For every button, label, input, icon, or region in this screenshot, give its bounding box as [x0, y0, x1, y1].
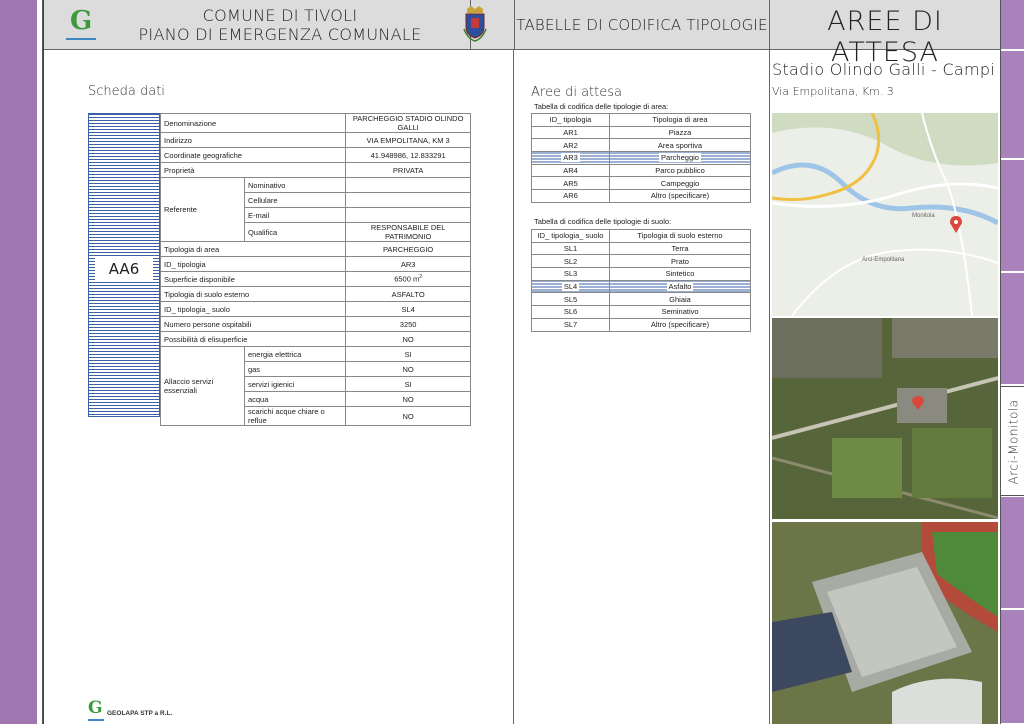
row-label: Coordinate geografiche: [161, 148, 346, 163]
table-row: [161, 148, 471, 163]
section-title: TABELLE DI CODIFICA TIPOLOGIE: [516, 16, 768, 34]
row-value: 41.948986, 12.833291: [346, 148, 471, 163]
aree-title: Aree di attesa: [531, 85, 622, 100]
site-name: Stadio Olindo Galli - Campi: [772, 60, 996, 79]
side-tab[interactable]: [1001, 0, 1024, 50]
page-title: AREE DI ATTESA: [827, 6, 943, 68]
row-label: Indirizzo: [161, 133, 346, 148]
row-value: PARCHEGGIO: [346, 242, 471, 257]
row-value: [346, 208, 471, 223]
row-value: RESPONSABILE DEL PATRIMONIO: [346, 223, 471, 242]
type-cell: Terra: [610, 242, 751, 255]
location-map: [772, 113, 998, 316]
row-label: Superficie disponibile: [161, 272, 346, 287]
sub-label: Qualifica: [244, 223, 345, 242]
sub-label: E-mail: [244, 208, 345, 223]
row-label: Tipologia di suolo esterno: [161, 287, 346, 302]
row-label: Allaccio servizi essenziali: [161, 347, 245, 426]
row-value: [346, 178, 471, 193]
table-row: [532, 177, 751, 190]
table-header-row: [532, 230, 751, 243]
table-row: [161, 114, 471, 133]
code-cell: SL3: [532, 268, 610, 281]
row-label: Tipologia di area: [161, 242, 346, 257]
table-row: [532, 280, 751, 293]
code-cell: SL6: [532, 306, 610, 319]
table-row: [161, 133, 471, 148]
table-row: [532, 242, 751, 255]
area-table-caption: Tabella di codifica delle tipologie di area:: [534, 102, 669, 111]
row-label: ID_ tipologia_ suolo: [161, 302, 346, 317]
table-row: [532, 255, 751, 268]
row-value: 3250: [346, 317, 471, 332]
column-header: Tipologia di area: [610, 114, 751, 127]
row-label: Denominazione: [161, 114, 346, 133]
table-row: [161, 332, 471, 347]
row-value: 6500 $m^2$: [346, 272, 471, 287]
geolapa-logo: G: [66, 8, 96, 40]
sub-label: Cellulare: [244, 193, 345, 208]
row-value: AR3: [346, 257, 471, 272]
table-row: [161, 347, 471, 362]
table-row: [161, 242, 471, 257]
row-value: NO: [346, 392, 471, 407]
table-row: [532, 126, 751, 139]
column-divider: [513, 50, 514, 724]
side-tab[interactable]: [1001, 497, 1024, 609]
table-row: [161, 163, 471, 178]
map-label-monitola: Monitola: [912, 213, 935, 219]
row-value: PRIVATA: [346, 163, 471, 178]
table-row: [161, 287, 471, 302]
row-value: PARCHEGGIO STADIO OLINDO GALLI: [346, 114, 471, 133]
sub-label: scarichi acque chiare o reflue: [244, 407, 345, 426]
row-label: Possibilità di elisuperficie: [161, 332, 346, 347]
type-cell: Altro (specificare): [610, 318, 751, 331]
plan-name: PIANO DI EMERGENZA COMUNALE: [138, 25, 422, 44]
row-value: NO: [346, 407, 471, 426]
side-tab-label: Arci-Monitola: [1006, 399, 1021, 485]
table-row: [532, 152, 751, 165]
row-value: VIA EMPOLITANA, KM 3: [346, 133, 471, 148]
code-cell: AR4: [532, 164, 610, 177]
code-cell: SL7: [532, 318, 610, 331]
sub-label: acqua: [244, 392, 345, 407]
code-cell: AR5: [532, 177, 610, 190]
row-label: Referente: [161, 178, 245, 242]
type-cell: Piazza: [610, 126, 751, 139]
table-row: [532, 318, 751, 331]
code-cell: SL5: [532, 293, 610, 306]
side-tab[interactable]: [1001, 273, 1024, 385]
table-row: [161, 178, 471, 193]
table-row: [161, 272, 471, 287]
table-row: [532, 306, 751, 319]
row-value: [346, 193, 471, 208]
company-logo: G GEOLAPA STP a R.L.: [88, 700, 218, 722]
table-row: [532, 190, 751, 203]
table-header-row: [532, 114, 751, 127]
table-row: [532, 293, 751, 306]
code-cell: AR1: [532, 126, 610, 139]
soil-type-table: [531, 229, 751, 332]
row-value: SI: [346, 377, 471, 392]
sub-label: Nominativo: [244, 178, 345, 193]
row-label: Numero persone ospitabili: [161, 317, 346, 332]
type-cell: Prato: [610, 255, 751, 268]
aerial-photo-detail: [772, 522, 998, 724]
type-cell: Area sportiva: [610, 139, 751, 152]
left-accent-strip: [0, 0, 37, 724]
row-value: SL4: [346, 302, 471, 317]
area-code-badge: AA6: [95, 256, 153, 282]
column-header: ID_ tipologia: [532, 114, 610, 127]
sub-label: gas: [244, 362, 345, 377]
side-tab[interactable]: [1001, 610, 1024, 724]
type-cell: Altro (specificare): [610, 190, 751, 203]
sub-label: energia elettrica: [244, 347, 345, 362]
site-address: Via Empolitana, Km. 3: [772, 85, 894, 98]
table-row: [161, 257, 471, 272]
column-header: Tipologia di suolo esterno: [610, 230, 751, 243]
row-label: ID_ tipologia: [161, 257, 346, 272]
area-type-table: [531, 113, 751, 203]
row-value: ASFALTO: [346, 287, 471, 302]
row-value: NO: [346, 332, 471, 347]
code-cell: SL4: [532, 280, 610, 293]
row-value: NO: [346, 362, 471, 377]
map-label-arci: Arci-Empolitana: [862, 257, 905, 263]
code-cell: AR3: [532, 152, 610, 165]
type-cell: Asfalto: [610, 280, 751, 293]
sub-label: servizi igienici: [244, 377, 345, 392]
scheda-dati-table: [160, 113, 471, 426]
type-cell: Seminativo: [610, 306, 751, 319]
side-tab[interactable]: [1001, 51, 1024, 159]
left-divider-line: [43, 0, 44, 724]
row-value: SI: [346, 347, 471, 362]
table-row: [532, 268, 751, 281]
side-tab[interactable]: [1001, 160, 1024, 272]
column-divider: [769, 50, 770, 724]
municipality-name: COMUNE DI TIVOLI: [202, 6, 358, 25]
row-label: Proprietà: [161, 163, 346, 178]
code-cell: SL2: [532, 255, 610, 268]
municipal-crest-icon: [462, 5, 488, 43]
type-cell: Parco pubblico: [610, 164, 751, 177]
company-name: GEOLAPA STP a R.L.: [107, 710, 173, 717]
table-row: [161, 302, 471, 317]
type-cell: Ghiaia: [610, 293, 751, 306]
code-cell: AR2: [532, 139, 610, 152]
type-cell: Campeggio: [610, 177, 751, 190]
table-row: [532, 139, 751, 152]
aerial-photo: [772, 318, 998, 519]
soil-table-caption: Tabella di codifica delle tipologie di suolo:: [534, 217, 672, 226]
code-cell: SL1: [532, 242, 610, 255]
scheda-title: Scheda dati: [88, 84, 165, 99]
table-row: [532, 164, 751, 177]
table-row: [161, 317, 471, 332]
header-title: [130, 6, 430, 44]
type-cell: Parcheggio: [610, 152, 751, 165]
code-cell: AR6: [532, 190, 610, 203]
type-cell: Sintetico: [610, 268, 751, 281]
column-header: ID_ tipologia_ suolo: [532, 230, 610, 243]
